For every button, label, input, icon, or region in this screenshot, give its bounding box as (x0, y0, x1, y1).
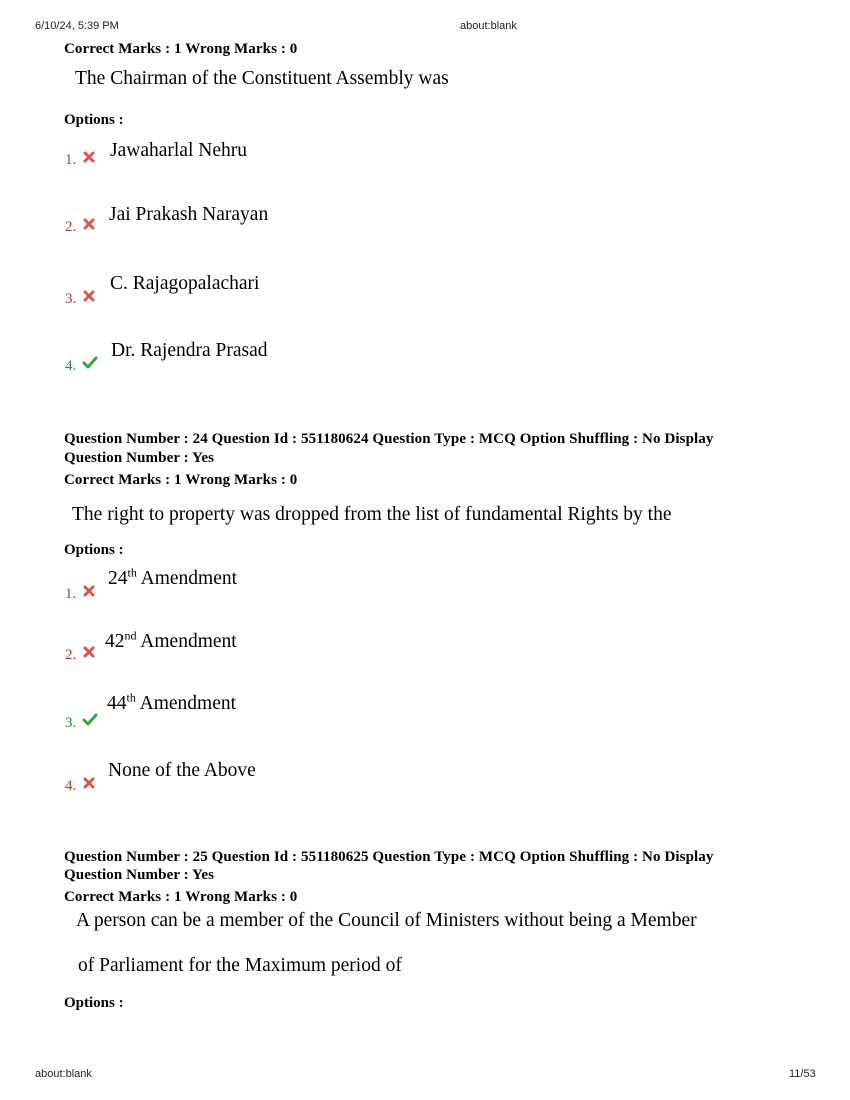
q25-header-line: Question Number : 25 Question Id : 551180625 Question Type : MCQ Option Shuffling : No Display (64, 849, 714, 865)
option-text: 44th Amendment (107, 690, 237, 714)
wrong-icon (82, 150, 96, 164)
q24-header-line-2: Question Number : Yes (64, 450, 215, 466)
option-text: Dr. Rajendra Prasad (111, 340, 268, 361)
option-text: Jawaharlal Nehru (110, 140, 247, 161)
option-text: 24th Amendment (108, 565, 238, 589)
option-number: 1. (65, 152, 77, 168)
option-number: 1. (65, 586, 77, 602)
q25-question-text-line-1: A person can be a member of the Council of Ministers without being a Member (76, 910, 697, 931)
wrong-icon (82, 584, 96, 598)
q25-marks: Correct Marks : 1 Wrong Marks : 0 (64, 889, 298, 905)
option-number: 4. (65, 778, 77, 794)
q24-marks: Correct Marks : 1 Wrong Marks : 0 (64, 472, 298, 488)
q23-marks: Correct Marks : 1 Wrong Marks : 0 (64, 41, 298, 57)
option-text: None of the Above (108, 760, 256, 781)
print-datetime: 6/10/24, 5:39 PM (35, 20, 119, 32)
option-number: 4. (65, 358, 77, 374)
q24-question-text: The right to property was dropped from the list of fundamental Rights by the (72, 504, 672, 525)
wrong-icon (82, 776, 96, 790)
correct-icon (82, 356, 98, 370)
q23-options-label: Options : (64, 112, 124, 128)
option-text: C. Rajagopalachari (110, 273, 260, 294)
q25-question-text-line-2: of Parliament for the Maximum period of (78, 955, 402, 976)
ordinal-suffix: nd (124, 628, 137, 643)
wrong-icon (82, 645, 96, 659)
print-footer-url: about:blank (35, 1068, 92, 1080)
ordinal-suffix: th (127, 565, 137, 580)
wrong-icon (82, 217, 96, 231)
option-number: 3. (65, 715, 77, 731)
wrong-icon (82, 289, 96, 303)
option-text: Jai Prakash Narayan (109, 204, 269, 225)
q25-options-label: Options : (64, 995, 124, 1011)
q24-header-line: Question Number : 24 Question Id : 551180624 Question Type : MCQ Option Shuffling : No Display (64, 431, 714, 447)
print-page-title: about:blank (460, 20, 517, 32)
print-page-number: 11/53 (789, 1068, 816, 1080)
option-number: 2. (65, 219, 77, 235)
correct-icon (82, 713, 98, 727)
q23-question-text: The Chairman of the Constituent Assembly was (75, 68, 449, 89)
ordinal-suffix: th (126, 690, 136, 705)
q25-header-line-2: Question Number : Yes (64, 867, 215, 883)
option-text: 42nd Amendment (105, 628, 237, 652)
option-number: 3. (65, 291, 77, 307)
q24-options-label: Options : (64, 542, 124, 558)
option-number: 2. (65, 647, 77, 663)
